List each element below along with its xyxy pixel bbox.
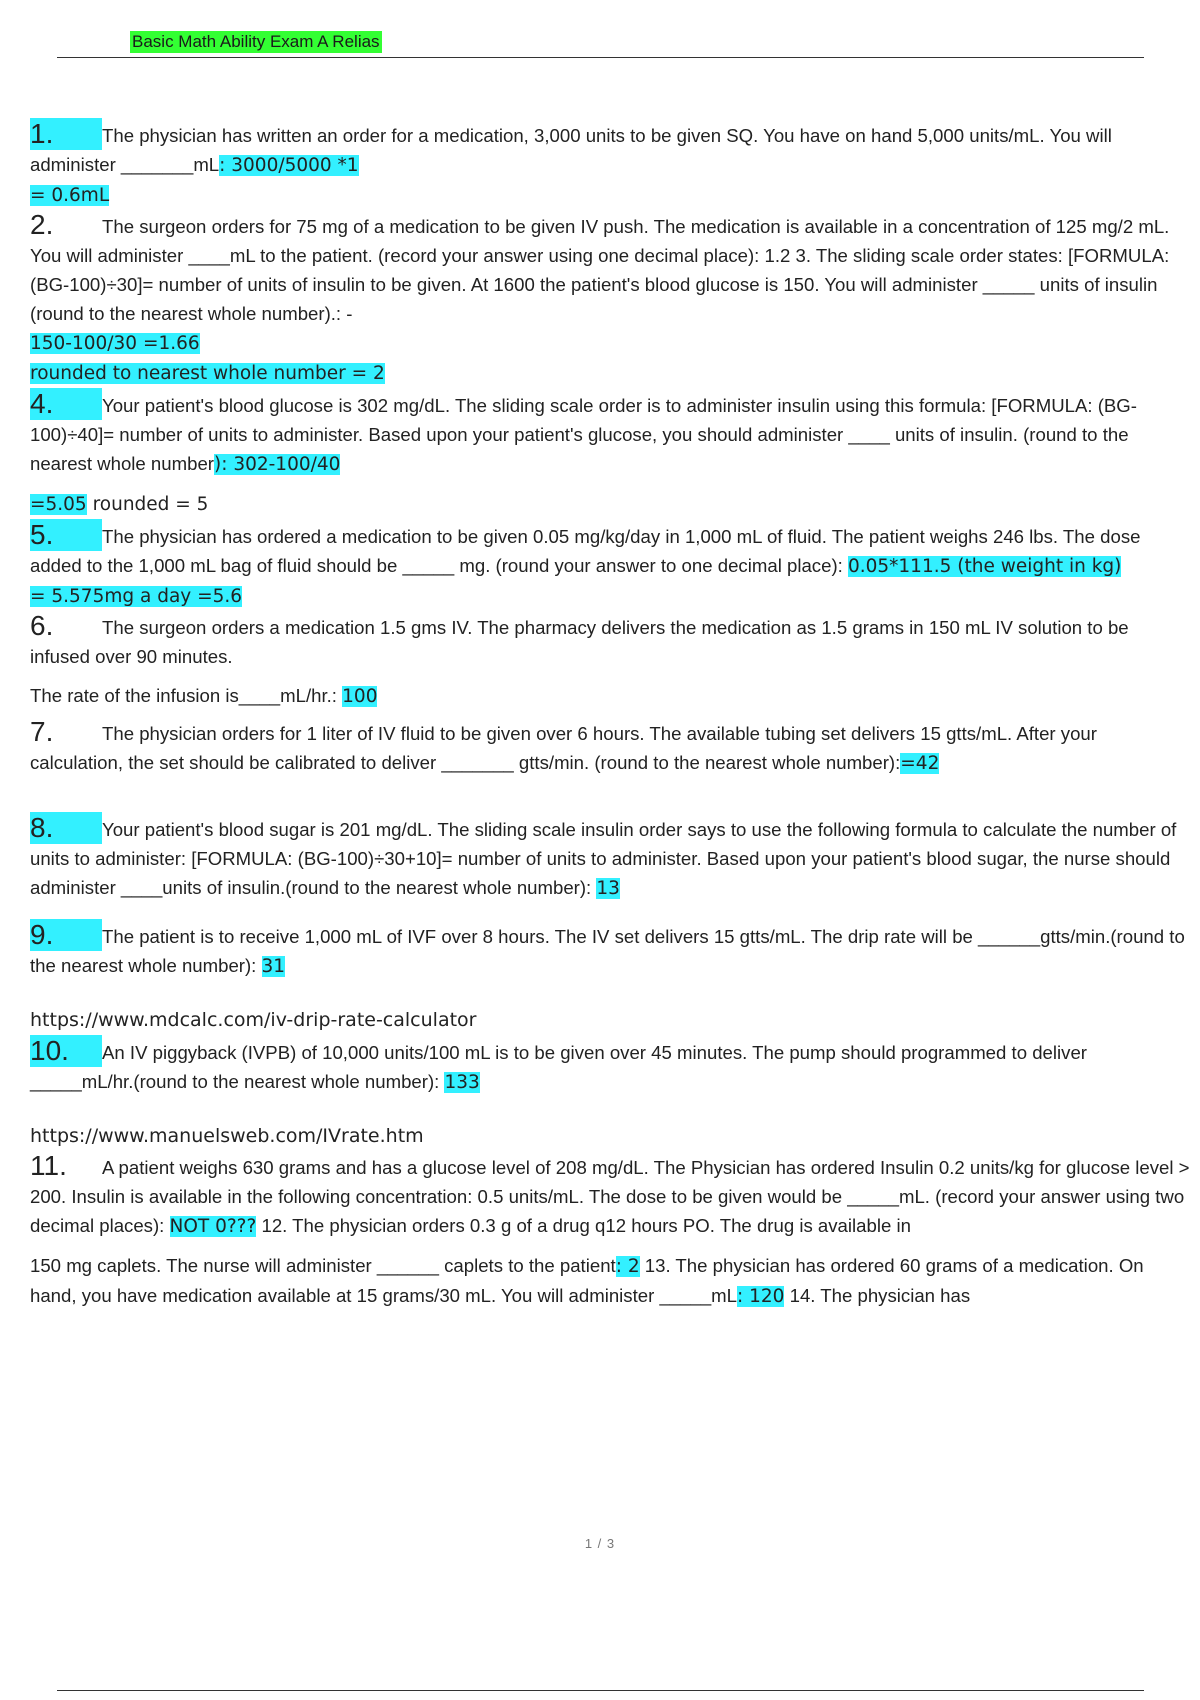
answer: = 5.575mg a day =5.6 (30, 586, 243, 607)
answer: = 0.6mL (30, 185, 110, 206)
question-number: 7. (30, 716, 54, 747)
footer-rule (57, 1690, 1144, 1691)
answer: : 2 (615, 1256, 640, 1277)
question-1 (30, 118, 1192, 180)
question-text: The physician orders for 1 liter of IV fluid to be given over 6 hours. The available tubing set delivers 15 gtts/mL. After your calculation, the set should be calibrated to deliver _______ gtts/min. (round to the nearest whole number): (30, 723, 1097, 773)
answer: NOT 0??? (169, 1216, 257, 1237)
question-text: Your patient's blood glucose is 302 mg/dL. The sliding scale order is to administer insulin using this formula: [FORMULA: (BG-100)÷40]= number of units to administer. Based upon your patient's glucose, you should administer ____ units of insulin. (round to the nearest whole number (30, 395, 1137, 474)
answer: 133 (444, 1072, 480, 1093)
question-text: 14. The physician has (784, 1285, 971, 1306)
question-number: 2. (30, 209, 54, 240)
answer: 13 (596, 878, 620, 899)
question-8 (30, 812, 1192, 903)
question-7 (30, 717, 1192, 778)
answer: ): 302-100/40 (213, 454, 341, 475)
answer: 150-100/30 =1.66 (30, 333, 200, 354)
question-text: The surgeon orders for 75 mg of a medication to be given IV push. The medication is available in a concentration of 125 mg/2 mL. You will administer ____mL to the patient. (record your answer using one decimal place): 1.2 3. The sliding scale order states: [FORMULA: (BG-100)÷30]= number of units of insulin to be given. At 1600 the patient's blood glucose is 150. You will administer _____ units of insulin (round to the nearest whole number).: - (30, 216, 1170, 324)
question-text: An IV piggyback (IVPB) of 10,000 units/100 mL is to be given over 45 minutes. The pump should programmed to deliver _____mL/hr.(round to the nearest whole number): (30, 1042, 1087, 1092)
question-12-13 (30, 1251, 1192, 1311)
answer: =5.05 (30, 494, 87, 515)
question-text: Your patient's blood sugar is 201 mg/dL. The sliding scale insulin order says to use the following formula to calculate the number of units to administer: [FORMULA: (BG-100)÷30+10]= number of units to administer. Based upon your patient's blood sugar, the nurse should administer ____units of insulin.(round to the nearest whole number): (30, 819, 1177, 898)
question-text: The surgeon orders a medication 1.5 gms IV. The pharmacy delivers the medication as 1.5 grams in 150 mL IV solution to be infused over 90 minutes. (30, 617, 1129, 667)
question-text: The physician has written an order for a medication, 3,000 units to be given SQ. You have on hand 5,000 units/mL. You will administer _______mL (30, 125, 1112, 175)
question-text: A patient weighs 630 grams and has a glucose level of 208 mg/dL. The Physician has ordered Insulin 0.2 units/kg for glucose level > 200. Insulin is available in the following concentration: 0.5 units/mL. The dose to be given would be _____mL. (record your answer using two decimal places): (30, 1157, 1190, 1236)
answer: 31 (261, 956, 286, 977)
question-number: 8. (30, 812, 102, 844)
reference-link[interactable]: https://www.manuelsweb.com/IVrate.htm (30, 1125, 424, 1147)
question-number: 9. (30, 919, 102, 951)
question-text: The physician has ordered a medication to be given 0.05 mg/kg/day in 1,000 mL of fluid. The patient weighs 246 lbs. The dose added to the 1,000 mL bag of fluid should be _____ mg. (round your answer to one decimal place): (30, 526, 1141, 576)
question-9 (30, 919, 1192, 981)
question-11 (30, 1151, 1192, 1241)
answer: rounded to nearest whole number = 2 (30, 363, 385, 384)
question-text: 150 mg caplets. The nurse will administer ______ caplets to the patient (30, 1255, 616, 1276)
question-number: 11. (30, 1150, 67, 1181)
question-6 (30, 611, 1192, 671)
reference-link[interactable]: https://www.mdcalc.com/iv-drip-rate-calculator (30, 1009, 477, 1031)
question-text: 13. The physician has ordered 60 grams of a medication. On hand, you have medication available at 15 grams/30 mL. You will administer _____mL (30, 1255, 1144, 1306)
question-text: 12. The physician orders 0.3 g of a drug q12 hours PO. The drug is available in (256, 1215, 911, 1236)
question-number: 4. (30, 388, 102, 420)
question-number: 10. (30, 1035, 102, 1067)
answer: : 3000/5000 *1 (219, 155, 359, 176)
answer: : 120 (737, 1286, 785, 1307)
answer: 0.05*111.5 (the weight in kg) (847, 556, 1122, 577)
question-number: 1. (30, 118, 102, 150)
question-10 (30, 1035, 1192, 1097)
question-number: 6. (30, 610, 54, 641)
document-body (30, 118, 1192, 1311)
question-number: 5. (30, 519, 102, 551)
question-5 (30, 519, 1192, 581)
question-4 (30, 388, 1192, 479)
page-indicator: 1 / 3 (584, 1536, 616, 1551)
header-rule (57, 57, 1144, 58)
answer-note: rounded = 5 (86, 494, 209, 515)
question-text: The patient is to receive 1,000 mL of IVF over 8 hours. The IV set delivers 15 gtts/mL. The drip rate will be ______gtts/min.(round to the nearest whole number): (30, 926, 1185, 976)
question-text: The rate of the infusion is____mL/hr.: (30, 685, 343, 706)
document-header-title: Basic Math Ability Exam A Relias (132, 32, 380, 51)
answer: 100 (342, 686, 378, 707)
question-2 (30, 210, 1192, 328)
answer: =42 (900, 753, 940, 774)
